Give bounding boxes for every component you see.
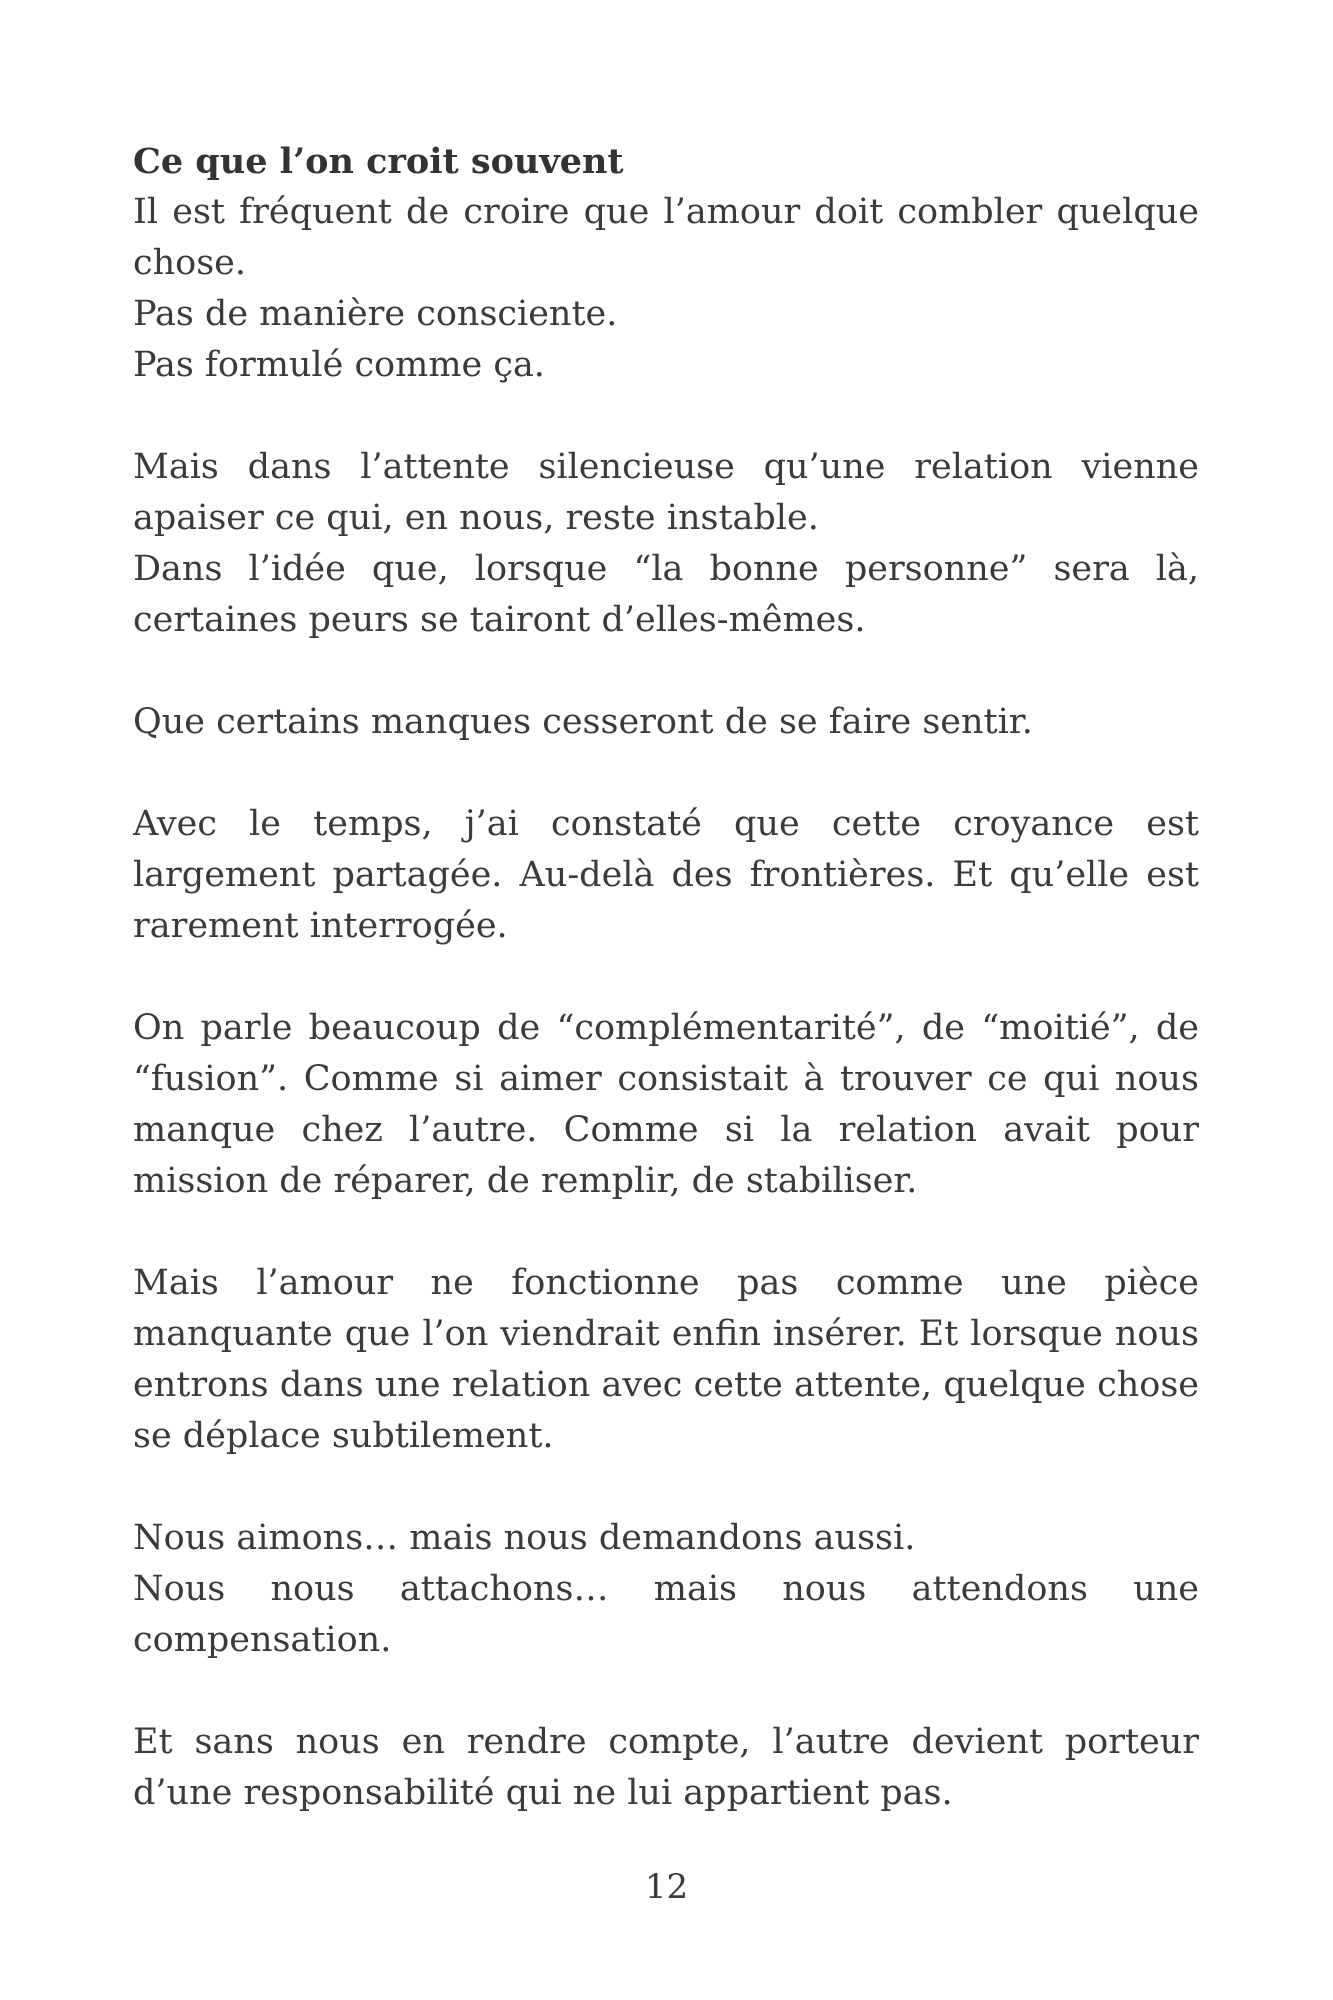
paragraph-2 [133, 442, 1199, 646]
paragraph-5 [133, 1003, 1199, 1207]
paragraph-line: Pas formulé comme ça. [133, 345, 545, 385]
paragraph-7 [133, 1513, 1199, 1666]
paragraph-line: Avec le temps, j’ai constaté que cette croyance est largement partagée. Au-delà des frontières. Et qu’elle est rarement interrogée. [133, 804, 1199, 946]
paragraph-line: Nous nous attachons… mais nous attendons une compensation. [133, 1569, 1199, 1660]
section-heading: Ce que l’on croit souvent [133, 141, 624, 182]
paragraph-line: Mais dans l’attente silencieuse qu’une relation vienne apaiser ce qui, en nous, reste instable. [133, 447, 1199, 538]
paragraph-line: Mais l’amour ne fonctionne pas comme une pièce manquante que l’on viendrait enfin insérer. Et lorsque nous entrons dans une relation avec cette attente, quelque chose se déplace subtilement. [133, 1263, 1199, 1456]
paragraph-line: Il est fréquent de croire que l’amour doit combler quelque chose. [133, 192, 1199, 283]
paragraph-line: Dans l’idée que, lorsque “la bonne personne” sera là, certaines peurs se tairont d’elles-mêmes. [133, 549, 1199, 640]
paragraph-line: Pas de manière consciente. [133, 294, 618, 334]
paragraph-1 [133, 187, 1199, 391]
paragraph-line: Et sans nous en rendre compte, l’autre devient porteur d’une responsabilité qui ne lui appartient pas. [133, 1722, 1199, 1813]
page-body [133, 136, 1199, 1819]
paragraph-line: Nous aimons… mais nous demandons aussi. [133, 1518, 916, 1558]
page-number: 12 [644, 1867, 689, 1907]
paragraph-8 [133, 1717, 1199, 1819]
paragraph-line: On parle beaucoup de “complémentarité”, de “moitié”, de “fusion”. Comme si aimer consistait à trouver ce qui nous manque chez l’autre. Comme si la relation avait pour mission de réparer, de remplir, de stabiliser. [133, 1008, 1199, 1201]
paragraph-4 [133, 799, 1199, 952]
paragraph-6 [133, 1258, 1199, 1462]
paragraph-line: Que certains manques cesseront de se faire sentir. [133, 702, 1033, 742]
paragraph-3 [133, 697, 1199, 748]
